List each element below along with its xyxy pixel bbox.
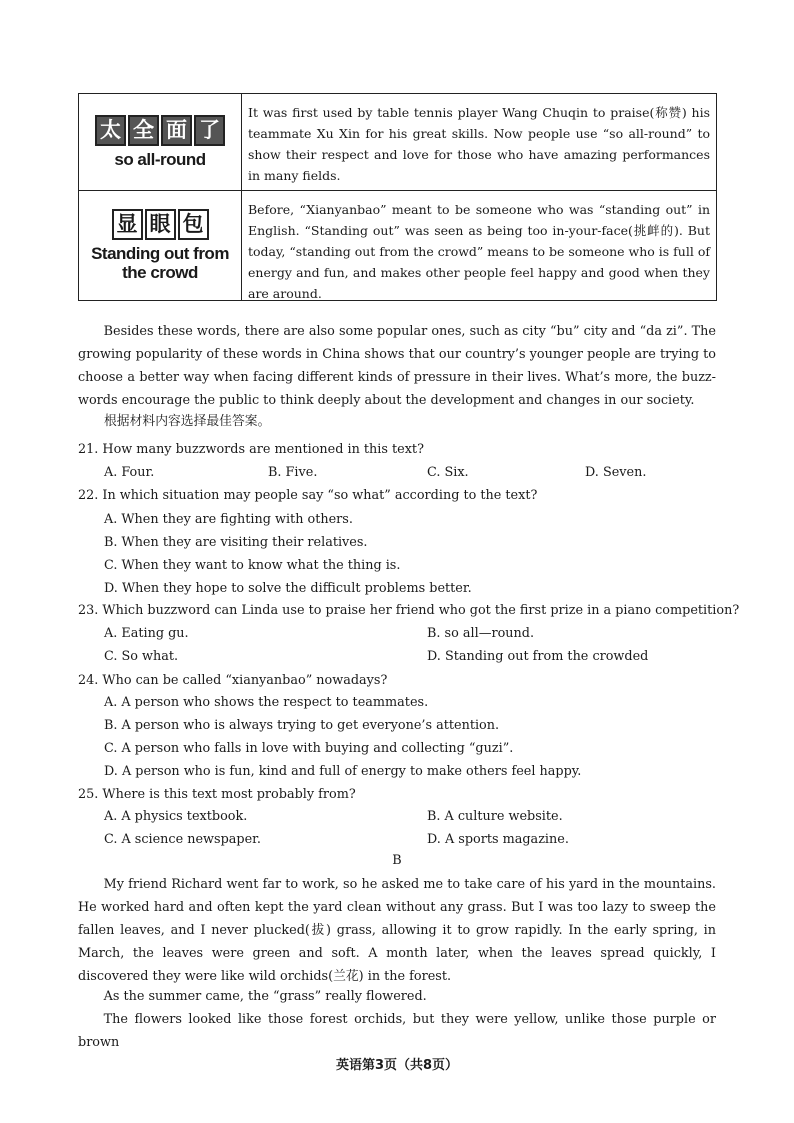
option: B. A person who is always trying to get everyone’s attention.: [104, 718, 500, 733]
option: B. A culture website.: [427, 809, 563, 824]
option: C. Six.: [427, 465, 469, 480]
question-stem: 25. Where is this text most probably from?: [78, 787, 356, 802]
instruction: 根据材料内容选择最佳答案。: [104, 414, 271, 429]
section-label: B: [392, 853, 402, 868]
passage-conclusion: Besides these words, there are also some popular ones, such as city “bu” city and “da zi”. The growing popularity of these words in China shows that our country’s younger people are trying to choose a better way when facing different kinds of pressure in their lives. What’s more, the buzz-words encourage the public to think deeply about the development and changes in our society.: [78, 324, 716, 408]
passage-paragraph: As the summer came, the “grass” really flowered.: [103, 989, 427, 1004]
question-stem: 21. How many buzzwords are mentioned in this text?: [78, 442, 424, 457]
option: C. When they want to know what the thing is.: [104, 558, 401, 573]
option: B. Five.: [268, 465, 318, 480]
option: A. A physics textbook.: [104, 809, 248, 824]
option: D. A person who is fun, kind and full of energy to make others feel happy.: [104, 764, 582, 779]
question-stem: 22. In which situation may people say “so what” according to the text?: [78, 488, 538, 503]
term-char: 包: [178, 209, 209, 240]
term-char: 太: [95, 115, 126, 146]
vocab-row: [79, 191, 716, 300]
option: B. so all—round.: [427, 626, 535, 641]
vocab-row: [79, 94, 716, 191]
option: C. A person who falls in love with buying and collecting “guzi”.: [104, 741, 514, 756]
vocab-term-cell: [79, 191, 242, 300]
vocab-term-cell: [79, 94, 242, 190]
vocab-description: Before, “Xianyanbao” meant to be someone who was “standing out” in English. “Standing out” was seen as being too in-your-face(挑衅的). But today, “standing out from the crowd” means to be someone who is full of energy and fun, and makes other people feel happy and good when they are around.: [248, 202, 710, 301]
page-footer: 英语第3页（共8页）: [335, 1058, 459, 1073]
option: D. Standing out from the crowded: [427, 649, 649, 664]
term-char: 了: [194, 115, 225, 146]
passage-paragraph: My friend Richard went far to work, so he asked me to take care of his yard in the mountains. He worked hard and often kept the yard clean without any grass. But I was too lazy to sweep the fallen leaves, and I never plucked(拔) grass, allowing it to grow rapidly. In the early spring, in March, the leaves were green and soft. A month later, when the leaves spread quickly, I discovered they were like wild orchids(兰花) in the forest.: [78, 877, 716, 984]
term-char: 面: [161, 115, 192, 146]
option: D. Seven.: [585, 465, 647, 480]
option: A. When they are fighting with others.: [104, 512, 353, 527]
term-chinese-chars: [95, 115, 225, 146]
term-english: so all-round: [114, 150, 206, 169]
option: D. A sports magazine.: [427, 832, 569, 847]
question-stem: 23. Which buzzword can Linda use to praise her friend who got the first prize in a piano competition?: [78, 603, 740, 618]
vocab-table: [78, 93, 717, 301]
term-char: 全: [128, 115, 159, 146]
passage-paragraph: The flowers looked like those forest orchids, but they were yellow, unlike those purple or brown: [78, 1012, 716, 1050]
option: A. A person who shows the respect to teammates.: [104, 695, 429, 710]
option: A. Four.: [104, 465, 155, 480]
option: C. So what.: [104, 649, 179, 664]
term-char: 显: [112, 209, 143, 240]
option: C. A science newspaper.: [104, 832, 261, 847]
term-char: 眼: [145, 209, 176, 240]
option: B. When they are visiting their relatives.: [104, 535, 368, 550]
vocab-description: It was first used by table tennis player Wang Chuqin to praise(称赞) his teammate Xu Xin for his great skills. Now people use “so all-round” to show their respect and love for those who have amazing performances in many fields.: [248, 105, 710, 183]
term-chinese-chars: [112, 209, 209, 240]
term-english: Standing out from the crowd: [91, 244, 229, 282]
question-stem: 24. Who can be called “xianyanbao” nowadays?: [78, 673, 388, 688]
option: A. Eating gu.: [104, 626, 189, 641]
option: D. When they hope to solve the difficult problems better.: [104, 581, 472, 596]
